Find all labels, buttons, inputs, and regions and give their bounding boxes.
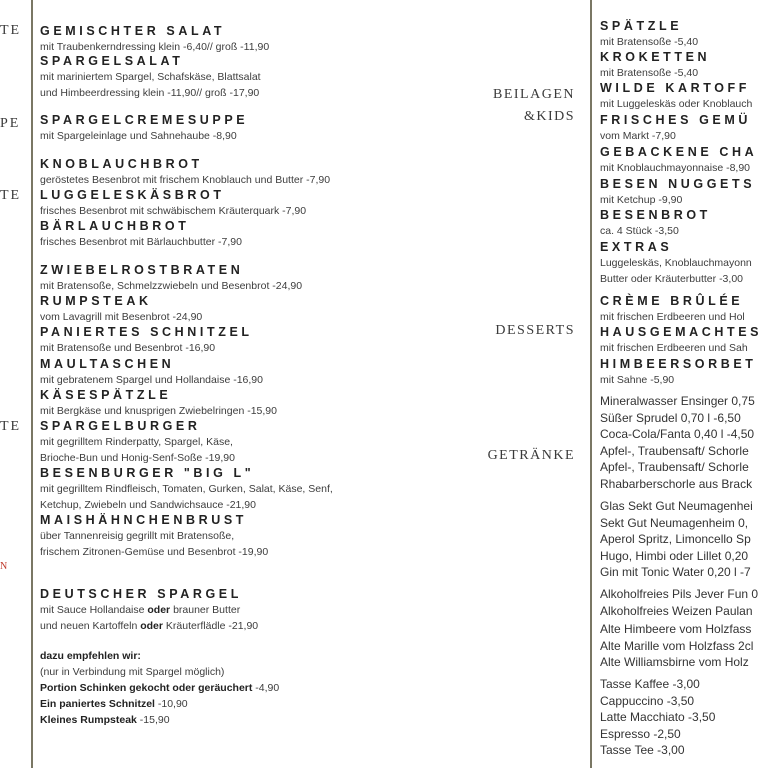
- item-description: mit frischen Erdbeeren und Hol: [600, 311, 745, 323]
- item-description: mit frischen Erdbeeren und Sah: [600, 342, 748, 354]
- extra-row: [40, 680, 279, 696]
- item-description: mit gegrilltem Rindfleisch, Tomaten, Gurken, Salat, Käse, Senf,: [40, 483, 333, 495]
- item-description: mit gegrilltem Rinderpatty, Spargel, Käse,: [40, 436, 233, 448]
- extra-name: Portion Schinken gekocht oder geräuchert: [40, 682, 253, 694]
- spargel-line-2: [40, 618, 258, 634]
- side-item: [600, 240, 752, 287]
- item-description: mit Bratensoße -5,40: [600, 36, 699, 48]
- side-item: [600, 145, 757, 176]
- drink-line: Alte Williamsbirne vom Holz: [600, 655, 749, 669]
- extra-name: Ein paniertes Schnitzel: [40, 698, 155, 710]
- item-description: geröstetes Besenbrot mit frischem Knoblauch und Butter -7,90: [40, 174, 331, 186]
- item-title: ZWIEBELROSTBRATEN: [40, 263, 244, 277]
- dessert-item: [600, 294, 745, 325]
- dessert-item: [600, 357, 757, 388]
- drinks-group-sekt: [600, 498, 753, 581]
- item-title: MAULTASCHEN: [40, 357, 175, 371]
- item-description: über Tannenreisig gegrillt mit Bratensoße,: [40, 530, 235, 542]
- left-edge-red-letter: N: [0, 561, 8, 572]
- drink-line: Sekt Gut Neumagenheim 0,: [600, 515, 749, 530]
- category-getraenke: GETRÄNKE: [487, 448, 575, 463]
- drink-line: Espresso -2,50: [600, 726, 681, 741]
- drink-line: Rhabarberschorle aus Brack: [600, 476, 753, 491]
- menu-item: [40, 24, 269, 55]
- text: Kräuterflädle -21,90: [163, 620, 259, 632]
- menu-item: [40, 419, 235, 466]
- drink-line: Alte Himbeere vom Holzfass: [600, 622, 752, 636]
- menu-item: [40, 219, 242, 250]
- menu-item: [40, 157, 330, 188]
- spargel-line-1: [40, 602, 258, 618]
- item-title: SPÄTZLE: [600, 19, 683, 33]
- drink-line: Alkoholfreies Pils Jever Fun 0: [600, 587, 759, 601]
- category-kids: &KIDS: [523, 109, 575, 124]
- extra-name: Kleines Rumpsteak: [40, 714, 137, 726]
- left-edge-heading-2: PE: [0, 116, 21, 131]
- item-title: KÄSESPÄTZLE: [40, 388, 172, 402]
- item-title: EXTRAS: [600, 240, 673, 254]
- item-title: MAISHÄHNCHENBRUST: [40, 513, 248, 527]
- item-description: Luggeleskäs, Knoblauchmayonn: [600, 257, 752, 269]
- category-desserts: DESSERTS: [495, 323, 575, 338]
- item-description: mit Bratensoße -5,40: [600, 67, 699, 79]
- menu-item: [40, 263, 302, 294]
- item-title: WILDE KARTOFF: [600, 81, 751, 95]
- extra-price: -15,90: [136, 714, 170, 726]
- item-title: BESENBURGER "BIG L": [40, 466, 255, 480]
- item-description: mit Sahne -5,90: [600, 374, 675, 386]
- text-bold: oder: [147, 604, 171, 616]
- item-title: SPARGELBURGER: [40, 419, 201, 433]
- item-title: GEBACKENE CHA: [600, 145, 758, 159]
- item-title: BÄRLAUCHBROT: [40, 219, 190, 233]
- item-title: FRISCHES GEMÜ: [600, 113, 751, 127]
- item-description: frisches Besenbrot mit schwäbischem Kräuterquark -7,90: [40, 205, 307, 217]
- menu-item: [40, 513, 268, 560]
- item-description: mit Traubenkerndressing klein -6,40// groß -11,90: [40, 41, 270, 53]
- menu-item: [40, 188, 306, 219]
- item-title: CRÈME BRÛLÉE: [600, 294, 744, 308]
- left-edge-heading-4: TE: [0, 419, 22, 434]
- item-title: SPARGELSALAT: [40, 54, 184, 68]
- menu-item: [40, 325, 253, 356]
- item-title: LUGGELESKÄSBROT: [40, 188, 225, 202]
- recommend-title: dazu empfehlen wir:: [40, 650, 141, 662]
- item-title: SPARGELCREMESUPPE: [40, 113, 249, 127]
- drinks-group-alkoholfrei: [600, 586, 758, 619]
- drink-line: Cappuccino -3,50: [600, 693, 695, 708]
- item-title: HAUSGEMACHTES: [600, 325, 763, 339]
- drink-line: Mineralwasser Ensinger 0,75: [600, 394, 755, 408]
- drink-line: Coca-Cola/Fanta 0,40 l -4,50: [600, 427, 755, 441]
- drink-line: Gin mit Tonic Water 0,20 l -7: [600, 565, 751, 579]
- drink-line: Alkoholfreies Weizen Paulan: [600, 603, 753, 618]
- spargel-title: DEUTSCHER SPARGEL: [40, 587, 242, 601]
- item-description: Butter oder Kräuterbutter -3,00: [600, 273, 743, 285]
- spargel-section: [40, 587, 258, 634]
- item-description: mit mariniertem Spargel, Schafskäse, Blattsalat: [40, 71, 261, 83]
- drink-line: Aperol Spritz, Limoncello Sp: [600, 532, 751, 546]
- item-title: RUMPSTEAK: [40, 294, 152, 308]
- item-title: KROKETTEN: [600, 50, 711, 64]
- drink-line: Apfel-, Traubensaft/ Schorle: [600, 443, 749, 458]
- text: mit Sauce Hollandaise: [40, 604, 148, 616]
- item-title: BESEN NUGGETS: [600, 177, 756, 191]
- item-title: HIMBEERSORBET: [600, 357, 757, 371]
- side-item: [600, 113, 751, 144]
- item-description: ca. 4 Stück -3,50: [600, 225, 679, 237]
- side-item: [600, 177, 755, 208]
- text: brauner Butter: [170, 604, 241, 616]
- item-title: BESENBROT: [600, 208, 711, 222]
- item-description: Brioche-Bun und Honig-Senf-Soße -19,90: [40, 452, 235, 464]
- drinks-group-braende: [600, 621, 753, 671]
- drink-line: Apfel-, Traubensaft/ Schorle: [600, 460, 749, 474]
- left-divider-line: [31, 0, 33, 768]
- item-description: Ketchup, Zwiebeln und Sandwichsauce -21,90: [40, 499, 256, 511]
- side-item: [600, 208, 711, 239]
- left-edge-heading-3: TE: [0, 188, 22, 203]
- item-description: mit gebratenem Spargel und Hollandaise -16,90: [40, 374, 263, 386]
- side-item: [600, 81, 752, 112]
- extra-row: [40, 696, 279, 712]
- menu-item: [40, 388, 277, 419]
- extra-price: -4,90: [252, 682, 280, 694]
- item-title: KNOBLAUCHBROT: [40, 157, 203, 171]
- drink-line: Alte Marille vom Holzfass 2cl: [600, 638, 754, 653]
- side-item: [600, 50, 710, 81]
- drinks-group-heiss: [600, 676, 715, 759]
- drink-line: Hugo, Himbi oder Lillet 0,20: [600, 548, 749, 563]
- menu-item: [40, 466, 333, 513]
- menu-item: [40, 113, 248, 144]
- left-edge-heading-1: TE: [0, 23, 22, 38]
- item-description: mit Knoblauchmayonnaise -8,90: [600, 162, 751, 174]
- dessert-item: [600, 325, 762, 356]
- recommend-note: (nur in Verbindung mit Spargel möglich): [40, 666, 225, 678]
- item-description: mit Bergkäse und knusprigen Zwiebelringen -15,90: [40, 405, 277, 417]
- item-description: und Himbeerdressing klein -11,90// groß -17,90: [40, 87, 260, 99]
- menu-item: [40, 54, 261, 101]
- text: und neuen Kartoffeln: [40, 620, 141, 632]
- right-divider-line: [590, 0, 592, 768]
- item-description: mit Ketchup -9,90: [600, 194, 683, 206]
- recommendations: [40, 648, 279, 728]
- item-title: PANIERTES SCHNITZEL: [40, 325, 253, 339]
- side-item: [600, 19, 698, 50]
- drink-line: Glas Sekt Gut Neumagenhei: [600, 499, 753, 513]
- item-description: frisches Besenbrot mit Bärlauchbutter -7,90: [40, 236, 242, 248]
- menu-item: [40, 357, 263, 388]
- drink-line: Tasse Tee -3,00: [600, 743, 685, 757]
- category-beilagen: BEILAGEN: [493, 87, 575, 102]
- extra-price: -10,90: [154, 698, 188, 710]
- item-title: GEMISCHTER SALAT: [40, 24, 226, 38]
- item-description: mit Bratensoße und Besenbrot -16,90: [40, 342, 216, 354]
- text-bold: oder: [140, 620, 163, 632]
- extra-row: [40, 712, 279, 728]
- item-description: vom Lavagrill mit Besenbrot -24,90: [40, 311, 203, 323]
- drink-line: Süßer Sprudel 0,70 l -6,50: [600, 410, 741, 425]
- item-description: mit Bratensoße, Schmelzzwiebeln und Besenbrot -24,90: [40, 280, 303, 292]
- item-description: vom Markt -7,90: [600, 130, 676, 142]
- drinks-group-water: [600, 393, 755, 492]
- item-description: mit Luggeleskäs oder Knoblauch: [600, 98, 753, 110]
- item-description: frischem Zitronen-Gemüse und Besenbrot -19,90: [40, 546, 269, 558]
- drink-line: Latte Macchiato -3,50: [600, 710, 716, 724]
- item-description: mit Spargeleinlage und Sahnehaube -8,90: [40, 130, 237, 142]
- menu-item: [40, 294, 202, 325]
- drink-line: Tasse Kaffee -3,00: [600, 677, 700, 691]
